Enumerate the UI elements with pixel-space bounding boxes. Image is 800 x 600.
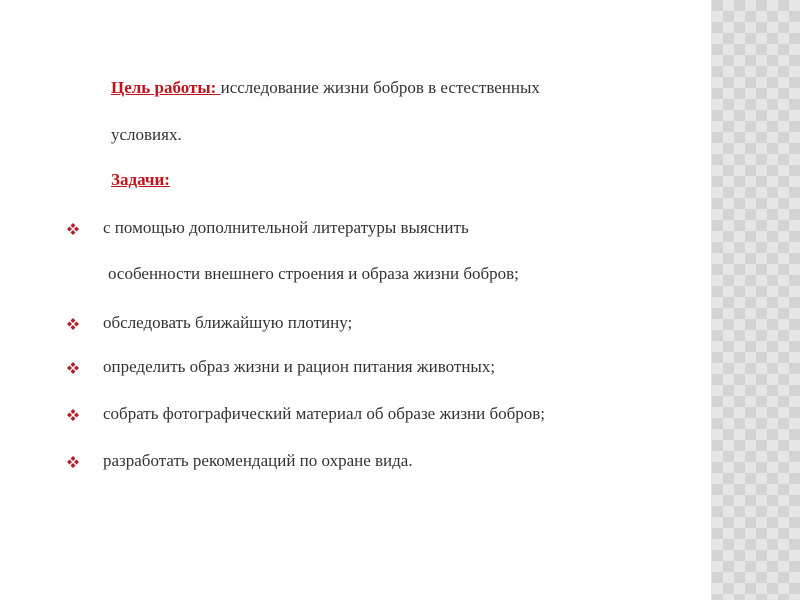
task-item-2: обследовать ближайшую плотину; (103, 313, 353, 332)
task-item-4: собрать фотографический материал об образе жизни бобров; (103, 404, 546, 423)
diamond-bullet-icon (67, 223, 79, 235)
goal-text: исследование жизни бобров в естественных (220, 78, 540, 97)
task-item-5: разработать рекомендаций по охране вида. (103, 451, 413, 470)
diamond-bullet-icon (67, 409, 79, 421)
diamond-bullet-icon (67, 318, 79, 330)
goal-text-continuation: условиях. (111, 125, 182, 144)
tasks-label: Задачи: (111, 170, 170, 189)
decorative-side-panel (711, 0, 800, 600)
goal-label: Цель работы: (111, 78, 221, 97)
task-item-1-line1: с помощью дополнительной литературы выяснить (103, 218, 469, 237)
task-item-1-line2: особенности внешнего строения и образа жизни бобров; (108, 264, 519, 283)
diamond-bullet-icon (67, 456, 79, 468)
task-item-3: определить образ жизни и рацион питания животных; (103, 357, 496, 376)
diamond-bullet-icon (67, 362, 79, 374)
goal-line (111, 78, 540, 98)
